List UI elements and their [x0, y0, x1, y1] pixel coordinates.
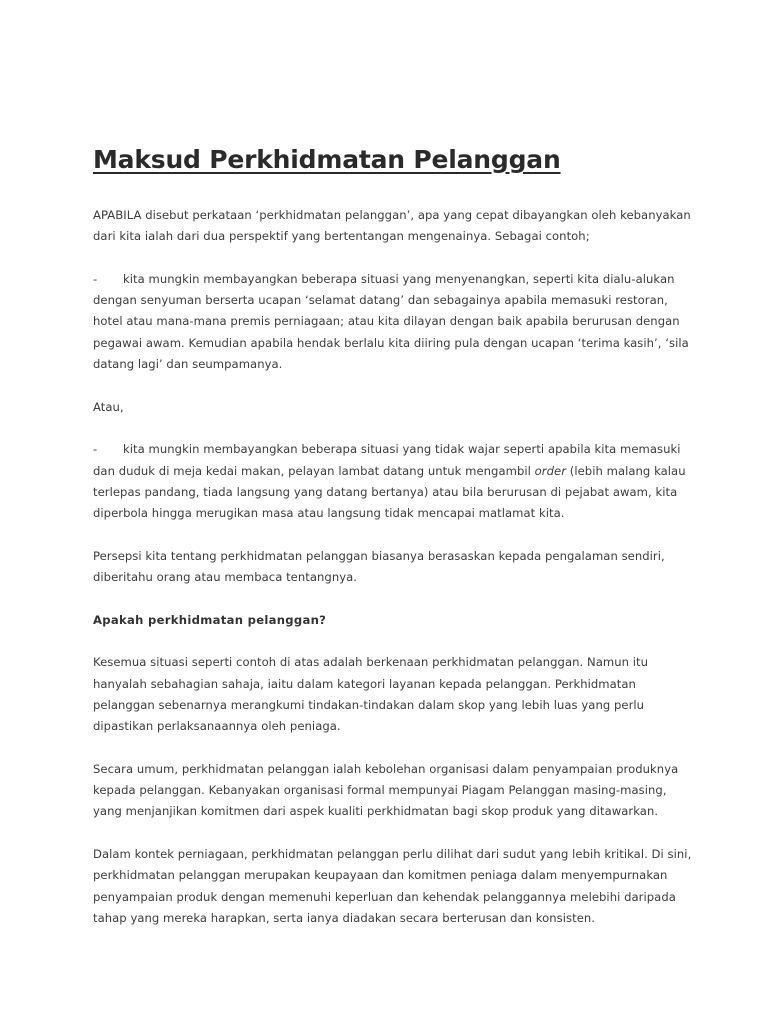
- persepsi-paragraph: Persepsi kita tentang perkhidmatan pelanggan biasanya berasaskan kepada pengalaman sendiri, diberitahu orang atau membaca tentangnya.: [93, 548, 665, 585]
- bullet-marker: -: [93, 442, 98, 457]
- bullet-text-2-end: (lebih malang kalau terlepas pandang, tiada langsung yang datang bertanya) atau bila berurusan di pejabat awam, kita diperbola hingga merugikan masa atau langsung tidak mencapai matlamat kita.: [93, 463, 686, 521]
- bullet-item-1: [93, 269, 693, 375]
- kesemua-paragraph: Kesemua situasi seperti contoh di atas adalah berkenaan perkhidmatan pelanggan. Namun itu hanyalah sebahagian sahaja, iaitu dalam kategori layanan kepada pelanggan. Perkhidmatan pelanggan sebenarnya merangkumi tindakan-tindakan dalam skop yang lebih luas yang perlu dipastikan perlaksanaannya oleh peniaga.: [93, 655, 649, 734]
- italic-term: order: [534, 463, 567, 478]
- bullet-text-2-start: kita mungkin membayangkan beberapa situasi yang tidak wajar seperti apabila kita memasuki dan duduk di meja kedai makan, pelayan lambat datang untuk mengambil: [93, 442, 681, 478]
- bullet-text-1: kita mungkin membayangkan beberapa situasi yang menyenangkan, seperti kita dialu-alukan dengan senyuman berserta ucapan ‘selamat datang’ dan sebagainya apabila memasuki restoran, hotel atau mana-mana premis perniagaan; atau kita dilayan dengan baik apabila berurusan dengan pegawai awam. Kemudian apabila hendak berlalu kita diiring pula dengan ucapan ‘terima kasih’, ‘sila datang lagi’ dan seumpamanya.: [93, 271, 689, 372]
- page-title: Maksud Perkhidmatan Pelanggan: [93, 145, 561, 174]
- bullet-item-2: [93, 439, 693, 524]
- secara-paragraph: Secara umum, perkhidmatan pelanggan ialah kebolehan organisasi dalam penyampaian produknya kepada pelanggan. Kebanyakan organisasi formal mempunyai Piagam Pelanggan masing-masing, yang menjanjikan komitmen dari aspek kualiti perkhidmatan bagi skop produk yang ditawarkan.: [93, 761, 679, 819]
- bullet-marker: -: [93, 271, 98, 286]
- atau-paragraph: Atau,: [93, 399, 124, 414]
- intro-paragraph: APABILA disebut perkataan ‘perkhidmatan pelanggan’, apa yang cepat dibayangkan oleh kebanyakan dari kita ialah dari dua perspektif yang bertentangan mengenainya. Sebagai contoh;: [93, 208, 691, 244]
- dalam-paragraph: Dalam kontek perniagaan, perkhidmatan pelanggan perlu dilihat dari sudut yang lebih kritikal. Di sini, perkhidmatan pelanggan merupakan keupayaan dan komitmen peniaga dalam menyempurnakan penyampaian produk dengan memenuhi keperluan dan kehendak pelanggannya melebihi daripada tahap yang mereka harapkan, serta ianya diadakan secara berterusan dan konsisten.: [93, 846, 692, 925]
- section-subheading: Apakah perkhidmatan pelanggan?: [93, 612, 327, 627]
- document-page: [93, 138, 693, 929]
